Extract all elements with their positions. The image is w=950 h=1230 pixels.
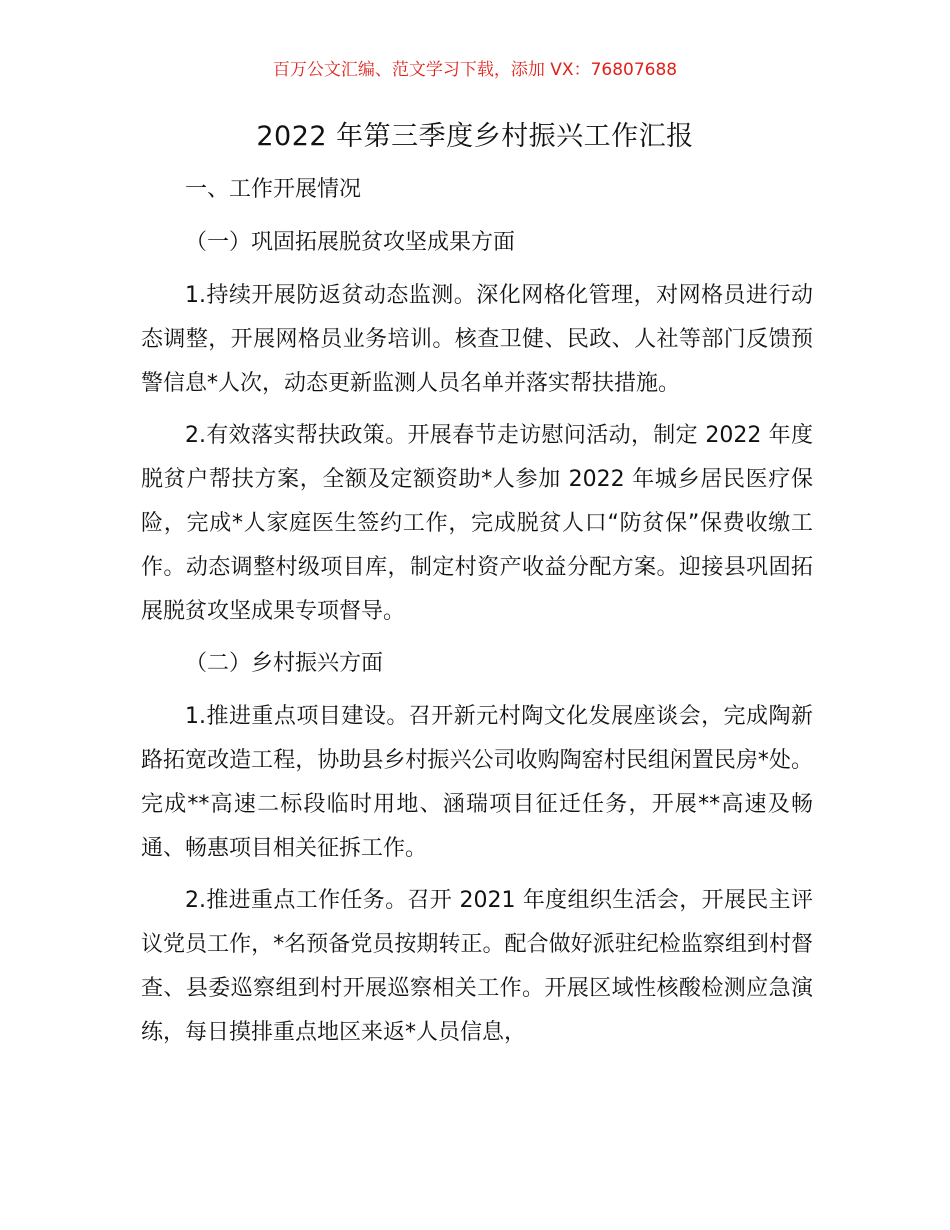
- body-paragraph: 1.推进重点项目建设。召开新元村陶文化发展座谈会，完成陶新路拓宽改造工程，协助县乡村振兴公司收购陶窑村民组闲置民房*处。完成**高速二标段临时用地、涵瑞项目征迁任务，开展**高速及畅通、畅惠项目相关征拆工作。: [141, 704, 813, 861]
- section-heading: 一、工作开展情况: [185, 177, 362, 202]
- body-paragraph: 2.有效落实帮扶政策。开展春节走访慰问活动，制定 2022 年度脱贫户帮扶方案，全额及定额资助*人参加 2022 年城乡居民医疗保险，完成*人家庭医生签约工作，完成脱贫人口“防贫保”保费收缴工作。动态调整村级项目库，制定村资产收益分配方案。迎接县巩固拓展脱贫攻坚成果专项督导。: [141, 423, 813, 624]
- subsection-heading: （一）巩固拓展脱贫攻坚成果方面: [185, 230, 516, 255]
- subsection-heading: （二）乡村振兴方面: [185, 651, 384, 676]
- document-title: 2022 年第三季度乡村振兴工作汇报: [256, 121, 694, 152]
- body-paragraph: 1.持续开展防返贫动态监测。深化网格化管理，对网格员进行动态调整，开展网格员业务培训。核查卫健、民政、人社等部门反馈预警信息*人次，动态更新监测人员名单并落实帮扶措施。: [141, 283, 813, 396]
- document-body: [141, 168, 813, 1063]
- promo-banner: 百万公文汇编、范文学习下载，添加 VX：76807688: [272, 60, 678, 80]
- body-paragraph: 2.推进重点工作任务。召开 2021 年度组织生活会，开展民主评议党员工作，*名预备党员按期转正。配合做好派驻纪检监察组到村督查、县委巡察组到村开展巡察相关工作。开展区域性核酸检测应急演练，每日摸排重点地区来返*人员信息，: [141, 888, 813, 1045]
